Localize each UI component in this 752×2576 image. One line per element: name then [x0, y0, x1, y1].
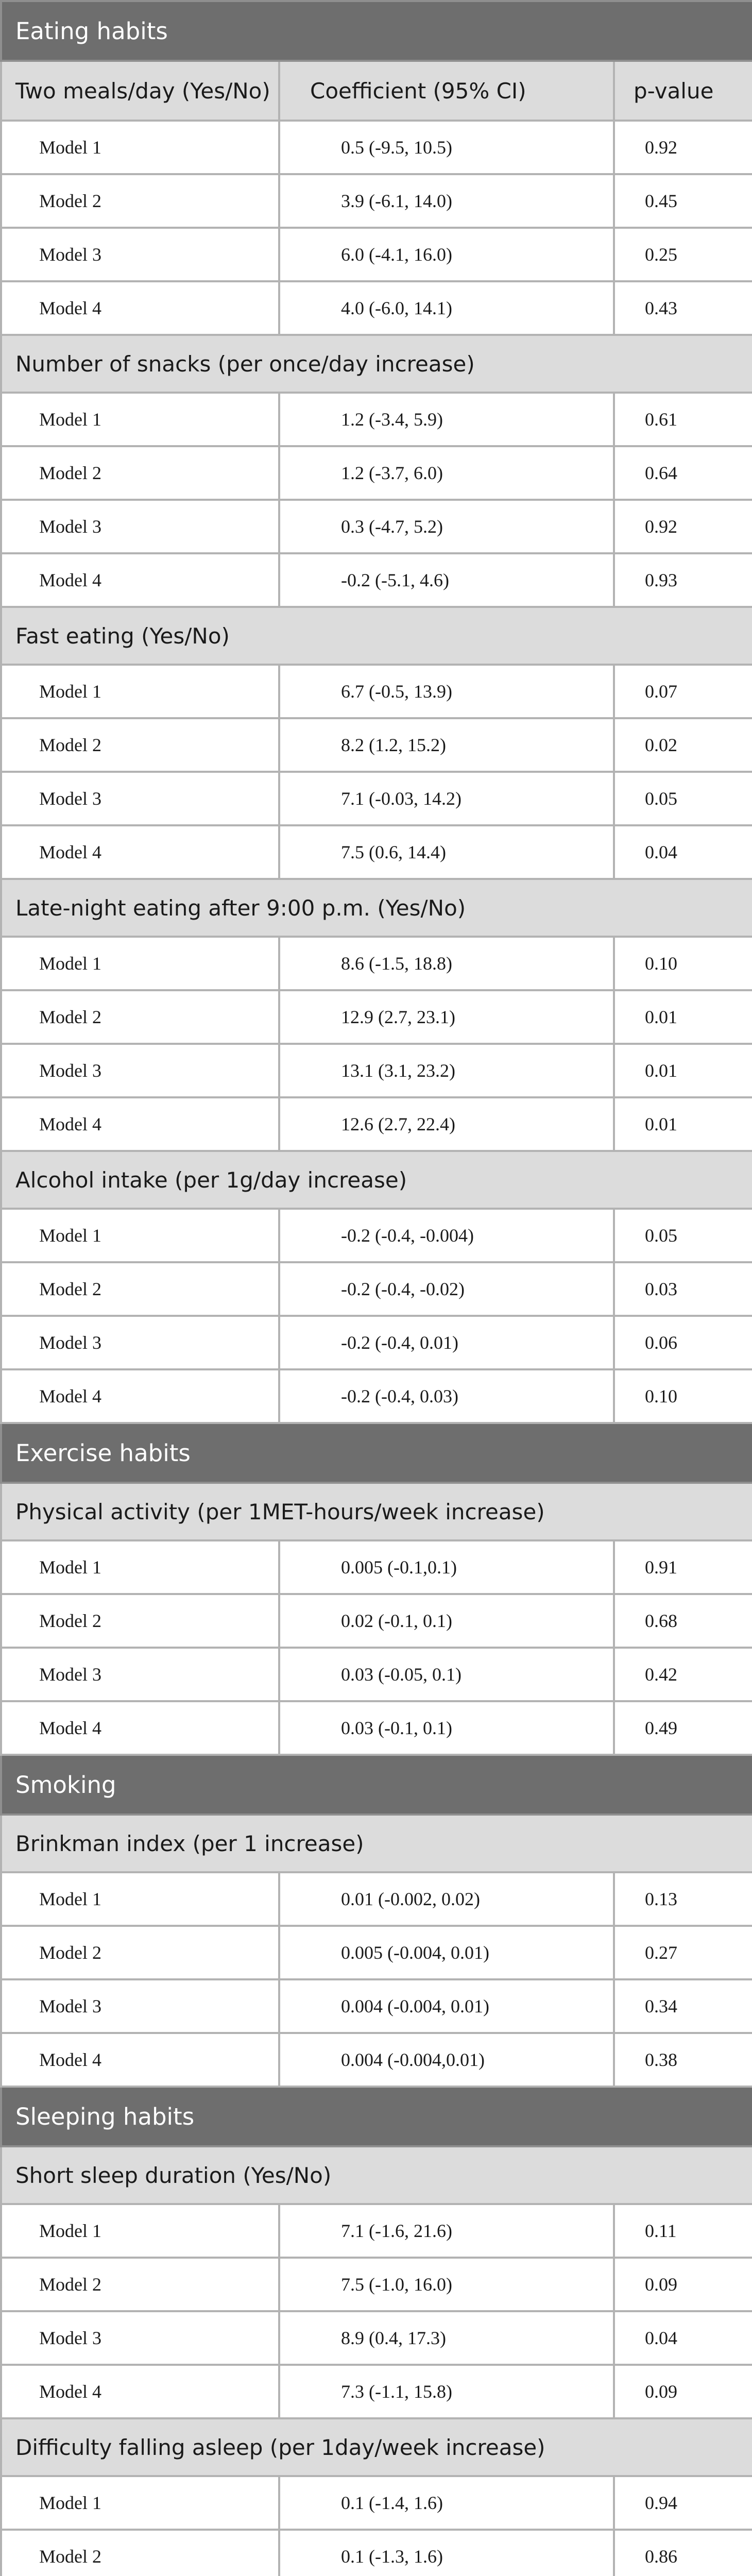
variable-header-row: [1, 1483, 752, 1540]
coefficient-cell: 0.03 (-0.1, 0.1): [279, 1701, 614, 1755]
p-value-cell: 0.68: [614, 1594, 752, 1648]
model-cell: Model 3: [1, 1648, 279, 1701]
table-row: [1, 281, 752, 335]
coefficient-cell: 0.005 (-0.1,0.1): [279, 1540, 614, 1594]
table-row: [1, 1369, 752, 1423]
p-value-cell: 0.25: [614, 228, 752, 281]
table-row: [1, 393, 752, 446]
coefficient-cell: 0.3 (-4.7, 5.2): [279, 500, 614, 553]
p-value-cell: 0.03: [614, 1262, 752, 1316]
p-value-cell: 0.45: [614, 174, 752, 228]
coefficient-cell: 1.2 (-3.7, 6.0): [279, 446, 614, 500]
variable-header-row: [1, 2418, 752, 2476]
section-title: Smoking: [1, 1755, 752, 1815]
coefficient-cell: 0.1 (-1.4, 1.6): [279, 2476, 614, 2530]
p-value-cell: 0.06: [614, 1316, 752, 1369]
table-row: [1, 2530, 752, 2576]
model-cell: Model 4: [1, 2033, 279, 2087]
p-value-cell: 0.91: [614, 1540, 752, 1594]
table-row: [1, 825, 752, 879]
model-cell: Model 3: [1, 500, 279, 553]
model-cell: Model 3: [1, 228, 279, 281]
column-header-row: [1, 61, 752, 121]
section-title: Sleeping habits: [1, 2087, 752, 2146]
table-row: [1, 1872, 752, 1926]
coefficient-cell: -0.2 (-0.4, -0.02): [279, 1262, 614, 1316]
table-row: [1, 665, 752, 718]
model-cell: Model 4: [1, 2365, 279, 2418]
table-row: [1, 446, 752, 500]
model-cell: Model 3: [1, 1044, 279, 1097]
p-value-cell: 0.93: [614, 553, 752, 607]
coefficient-cell: 12.6 (2.7, 22.4): [279, 1097, 614, 1151]
p-value-cell: 0.92: [614, 500, 752, 553]
p-value-cell: 0.05: [614, 772, 752, 825]
model-cell: Model 1: [1, 937, 279, 990]
coefficient-cell: 8.2 (1.2, 15.2): [279, 718, 614, 772]
coefficient-cell: -0.2 (-0.4, -0.004): [279, 1209, 614, 1262]
coefficient-cell: 12.9 (2.7, 23.1): [279, 990, 614, 1044]
variable-label: Difficulty falling asleep (per 1day/week increase): [1, 2418, 752, 2476]
p-value-cell: 0.09: [614, 2258, 752, 2311]
coefficient-cell: 8.9 (0.4, 17.3): [279, 2311, 614, 2365]
p-value-cell: 0.02: [614, 718, 752, 772]
section-title: Exercise habits: [1, 1423, 752, 1483]
p-value-cell: 0.64: [614, 446, 752, 500]
variable-label: Fast eating (Yes/No): [1, 607, 752, 665]
model-cell: Model 3: [1, 1316, 279, 1369]
p-value-cell: 0.43: [614, 281, 752, 335]
p-value-cell: 0.09: [614, 2365, 752, 2418]
p-value-cell: 0.01: [614, 1097, 752, 1151]
coefficient-cell: 0.004 (-0.004, 0.01): [279, 1979, 614, 2033]
model-cell: Model 1: [1, 2204, 279, 2258]
table-row: [1, 1594, 752, 1648]
variable-label: Physical activity (per 1MET-hours/week increase): [1, 1483, 752, 1540]
model-cell: Model 1: [1, 665, 279, 718]
variable-header-row: [1, 879, 752, 937]
variable-label: Alcohol intake (per 1g/day increase): [1, 1151, 752, 1209]
table-row: [1, 1316, 752, 1369]
model-cell: Model 2: [1, 2530, 279, 2576]
table-row: [1, 2476, 752, 2530]
table-row: [1, 2204, 752, 2258]
model-cell: Model 3: [1, 1979, 279, 2033]
table-row: [1, 1648, 752, 1701]
model-cell: Model 2: [1, 990, 279, 1044]
table-row: [1, 553, 752, 607]
p-value-cell: 0.42: [614, 1648, 752, 1701]
variable-header-row: [1, 1815, 752, 1872]
model-cell: Model 4: [1, 281, 279, 335]
column-header-p-value: p-value: [614, 61, 752, 121]
coefficient-cell: 4.0 (-6.0, 14.1): [279, 281, 614, 335]
p-value-cell: 0.27: [614, 1926, 752, 1979]
variable-label: Short sleep duration (Yes/No): [1, 2146, 752, 2204]
model-cell: Model 4: [1, 553, 279, 607]
p-value-cell: 0.61: [614, 393, 752, 446]
p-value-cell: 0.01: [614, 990, 752, 1044]
coefficient-cell: 1.2 (-3.4, 5.9): [279, 393, 614, 446]
coefficient-cell: 7.1 (-1.6, 21.6): [279, 2204, 614, 2258]
model-cell: Model 1: [1, 1209, 279, 1262]
coefficient-cell: 7.3 (-1.1, 15.8): [279, 2365, 614, 2418]
p-value-cell: 0.01: [614, 1044, 752, 1097]
coefficient-cell: -0.2 (-5.1, 4.6): [279, 553, 614, 607]
model-cell: Model 2: [1, 1926, 279, 1979]
p-value-cell: 0.13: [614, 1872, 752, 1926]
model-cell: Model 1: [1, 2476, 279, 2530]
table-row: [1, 500, 752, 553]
model-cell: Model 4: [1, 825, 279, 879]
p-value-cell: 0.10: [614, 937, 752, 990]
table-row: [1, 2258, 752, 2311]
model-cell: Model 3: [1, 772, 279, 825]
model-cell: Model 1: [1, 1872, 279, 1926]
model-cell: Model 4: [1, 1369, 279, 1423]
column-header-variable: Two meals/day (Yes/No): [1, 61, 279, 121]
coefficient-cell: 0.004 (-0.004,0.01): [279, 2033, 614, 2087]
coefficient-cell: 8.6 (-1.5, 18.8): [279, 937, 614, 990]
variable-header-row: [1, 607, 752, 665]
model-cell: Model 2: [1, 446, 279, 500]
p-value-cell: 0.05: [614, 1209, 752, 1262]
table-row: [1, 772, 752, 825]
p-value-cell: 0.07: [614, 665, 752, 718]
coefficient-cell: 7.1 (-0.03, 14.2): [279, 772, 614, 825]
p-value-cell: 0.92: [614, 121, 752, 174]
p-value-cell: 0.34: [614, 1979, 752, 2033]
model-cell: Model 2: [1, 718, 279, 772]
variable-label: Brinkman index (per 1 increase): [1, 1815, 752, 1872]
coefficient-cell: 6.7 (-0.5, 13.9): [279, 665, 614, 718]
coefficient-cell: 0.005 (-0.004, 0.01): [279, 1926, 614, 1979]
p-value-cell: 0.11: [614, 2204, 752, 2258]
table-row: [1, 1926, 752, 1979]
model-cell: Model 2: [1, 174, 279, 228]
p-value-cell: 0.49: [614, 1701, 752, 1755]
coefficient-cell: 0.1 (-1.3, 1.6): [279, 2530, 614, 2576]
p-value-cell: 0.86: [614, 2530, 752, 2576]
section-header-row: [1, 1, 752, 61]
coefficient-cell: 0.03 (-0.05, 0.1): [279, 1648, 614, 1701]
table-row: [1, 1044, 752, 1097]
table-row: [1, 718, 752, 772]
table-row: [1, 1209, 752, 1262]
model-cell: Model 4: [1, 1097, 279, 1151]
section-title: Eating habits: [1, 1, 752, 61]
model-cell: Model 2: [1, 2258, 279, 2311]
coefficient-cell: 13.1 (3.1, 23.2): [279, 1044, 614, 1097]
coefficient-cell: -0.2 (-0.4, 0.01): [279, 1316, 614, 1369]
table-row: [1, 1540, 752, 1594]
p-value-cell: 0.10: [614, 1369, 752, 1423]
section-header-row: [1, 1423, 752, 1483]
section-header-row: [1, 1755, 752, 1815]
section-header-row: [1, 2087, 752, 2146]
model-cell: Model 4: [1, 1701, 279, 1755]
p-value-cell: 0.04: [614, 825, 752, 879]
table-row: [1, 2365, 752, 2418]
table-row: [1, 990, 752, 1044]
table-row: [1, 174, 752, 228]
p-value-cell: 0.94: [614, 2476, 752, 2530]
p-value-cell: 0.04: [614, 2311, 752, 2365]
model-cell: Model 1: [1, 121, 279, 174]
table-row: [1, 121, 752, 174]
coefficient-cell: 0.02 (-0.1, 0.1): [279, 1594, 614, 1648]
coefficient-cell: 0.01 (-0.002, 0.02): [279, 1872, 614, 1926]
coefficient-cell: 7.5 (0.6, 14.4): [279, 825, 614, 879]
variable-label: Late-night eating after 9:00 p.m. (Yes/No): [1, 879, 752, 937]
table-row: [1, 937, 752, 990]
table-row: [1, 1979, 752, 2033]
model-cell: Model 2: [1, 1262, 279, 1316]
model-cell: Model 1: [1, 393, 279, 446]
coefficient-cell: 0.5 (-9.5, 10.5): [279, 121, 614, 174]
variable-header-row: [1, 2146, 752, 2204]
coefficient-cell: 7.5 (-1.0, 16.0): [279, 2258, 614, 2311]
model-cell: Model 2: [1, 1594, 279, 1648]
table-row: [1, 2033, 752, 2087]
p-value-cell: 0.38: [614, 2033, 752, 2087]
table-row: [1, 1262, 752, 1316]
table-row: [1, 2311, 752, 2365]
column-header-coefficient: Coefficient (95% CI): [279, 61, 614, 121]
variable-header-row: [1, 1151, 752, 1209]
model-cell: Model 3: [1, 2311, 279, 2365]
table-row: [1, 1701, 752, 1755]
coefficient-cell: 6.0 (-4.1, 16.0): [279, 228, 614, 281]
coefficient-cell: 3.9 (-6.1, 14.0): [279, 174, 614, 228]
model-cell: Model 1: [1, 1540, 279, 1594]
coefficient-cell: -0.2 (-0.4, 0.03): [279, 1369, 614, 1423]
table-row: [1, 228, 752, 281]
variable-label: Number of snacks (per once/day increase): [1, 335, 752, 393]
variable-header-row: [1, 335, 752, 393]
table-row: [1, 1097, 752, 1151]
